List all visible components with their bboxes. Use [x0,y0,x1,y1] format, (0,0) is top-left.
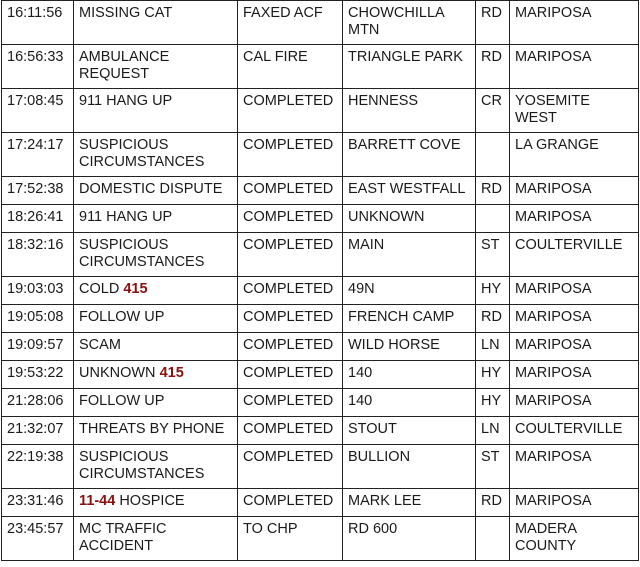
call-type-text: AMBULANCE REQUEST [79,49,174,82]
city-cell: MARIPOSA [510,1,639,45]
table-row [2,205,639,233]
disposition-cell: COMPLETED [238,489,343,517]
disposition-cell: COMPLETED [238,417,343,445]
street-suffix-cell [476,517,510,561]
street-suffix-cell [476,133,510,177]
time-cell: 19:53:22 [2,361,74,389]
call-type-text: COLD [79,281,124,297]
disposition-cell: TO CHP [238,517,343,561]
disposition-cell: COMPLETED [238,89,343,133]
city-cell: MARIPOSA [510,389,639,417]
call-type-cell [74,489,238,517]
time-cell: 21:28:06 [2,389,74,417]
street-cell: BULLION [343,445,476,489]
disposition-cell: COMPLETED [238,445,343,489]
street-cell: WILD HORSE [343,333,476,361]
table-row [2,133,639,177]
table-row [2,89,639,133]
street-suffix-cell: ST [476,233,510,277]
call-type-cell [74,517,238,561]
street-suffix-cell: CR [476,89,510,133]
call-type-text: SUSPICIOUS CIRCUMSTANCES [79,237,205,270]
call-log-body [2,1,639,561]
street-cell: CHOWCHILLA MTN [343,1,476,45]
call-type-cell [74,445,238,489]
call-type-text: THREATS BY PHONE [79,421,225,437]
table-row [2,389,639,417]
time-cell: 18:26:41 [2,205,74,233]
table-row [2,333,639,361]
call-type-cell [74,89,238,133]
street-suffix-cell: ST [476,445,510,489]
street-cell: EAST WESTFALL [343,177,476,205]
city-cell: MADERA COUNTY [510,517,639,561]
disposition-cell: COMPLETED [238,277,343,305]
street-cell: 49N [343,277,476,305]
time-cell: 23:45:57 [2,517,74,561]
street-cell: MAIN [343,233,476,277]
disposition-cell: COMPLETED [238,205,343,233]
call-type-cell [74,417,238,445]
call-type-cell [74,205,238,233]
street-cell: MARK LEE [343,489,476,517]
city-cell: MARIPOSA [510,205,639,233]
table-row [2,361,639,389]
street-suffix-cell: RD [476,489,510,517]
city-cell: COULTERVILLE [510,417,639,445]
disposition-cell: FAXED ACF [238,1,343,45]
disposition-cell: COMPLETED [238,177,343,205]
call-type-cell [74,177,238,205]
city-cell: LA GRANGE [510,133,639,177]
call-type-cell [74,305,238,333]
call-type-cell [74,45,238,89]
street-suffix-cell: RD [476,177,510,205]
call-type-cell [74,133,238,177]
time-cell: 21:32:07 [2,417,74,445]
call-type-text: MC TRAFFIC ACCIDENT [79,521,170,554]
call-log-table [1,0,639,561]
table-row [2,177,639,205]
street-suffix-cell: LN [476,417,510,445]
time-cell: 23:31:46 [2,489,74,517]
call-type-text: SUSPICIOUS CIRCUMSTANCES [79,449,205,482]
call-type-text: 911 HANG UP [79,93,173,109]
city-cell: MARIPOSA [510,489,639,517]
call-type-text: 911 HANG UP [79,209,173,225]
street-cell: 140 [343,389,476,417]
city-cell: MARIPOSA [510,177,639,205]
time-cell: 19:03:03 [2,277,74,305]
time-cell: 22:19:38 [2,445,74,489]
disposition-cell: COMPLETED [238,133,343,177]
call-type-cell [74,233,238,277]
street-suffix-cell: RD [476,1,510,45]
street-cell: UNKNOWN [343,205,476,233]
time-cell: 17:08:45 [2,89,74,133]
street-cell: BARRETT COVE [343,133,476,177]
table-row [2,417,639,445]
table-row [2,1,639,45]
call-type-text: HOSPICE [115,493,185,509]
call-type-text: FOLLOW UP [79,393,165,409]
time-cell: 16:11:56 [2,1,74,45]
call-type-text: DOMESTIC DISPUTE [79,181,223,197]
table-row [2,517,639,561]
disposition-cell: COMPLETED [238,389,343,417]
street-suffix-cell: RD [476,305,510,333]
call-type-text: SUSPICIOUS CIRCUMSTANCES [79,137,205,170]
city-cell: MARIPOSA [510,45,639,89]
disposition-cell: COMPLETED [238,361,343,389]
street-cell: RD 600 [343,517,476,561]
call-type-cell [74,1,238,45]
street-cell: FRENCH CAMP [343,305,476,333]
table-row [2,489,639,517]
street-suffix-cell: LN [476,333,510,361]
table-row [2,277,639,305]
time-cell: 18:32:16 [2,233,74,277]
street-cell: STOUT [343,417,476,445]
city-cell: MARIPOSA [510,277,639,305]
call-type-cell [74,277,238,305]
street-suffix-cell: RD [476,45,510,89]
time-cell: 16:56:33 [2,45,74,89]
disposition-cell: COMPLETED [238,233,343,277]
city-cell: MARIPOSA [510,333,639,361]
time-cell: 19:05:08 [2,305,74,333]
call-code-highlight: 415 [123,281,148,297]
street-suffix-cell: HY [476,389,510,417]
disposition-cell: CAL FIRE [238,45,343,89]
street-suffix-cell [476,205,510,233]
call-type-text: MISSING CAT [79,5,173,21]
call-code-highlight: 415 [159,365,184,381]
call-type-cell [74,333,238,361]
call-type-text: UNKNOWN [79,365,160,381]
city-cell: MARIPOSA [510,305,639,333]
call-type-text: FOLLOW UP [79,309,165,325]
time-cell: 19:09:57 [2,333,74,361]
street-suffix-cell: HY [476,361,510,389]
time-cell: 17:24:17 [2,133,74,177]
street-cell: HENNESS [343,89,476,133]
disposition-cell: COMPLETED [238,333,343,361]
city-cell: COULTERVILLE [510,233,639,277]
street-suffix-cell: HY [476,277,510,305]
call-type-text: SCAM [79,337,121,353]
street-cell: 140 [343,361,476,389]
street-cell: TRIANGLE PARK [343,45,476,89]
table-row [2,45,639,89]
call-type-cell [74,389,238,417]
city-cell: MARIPOSA [510,445,639,489]
call-type-cell [74,361,238,389]
city-cell: YOSEMITE WEST [510,89,639,133]
city-cell: MARIPOSA [510,361,639,389]
time-cell: 17:52:38 [2,177,74,205]
disposition-cell: COMPLETED [238,305,343,333]
call-code-highlight: 11-44 [79,493,116,509]
table-row [2,445,639,489]
table-row [2,305,639,333]
table-row [2,233,639,277]
